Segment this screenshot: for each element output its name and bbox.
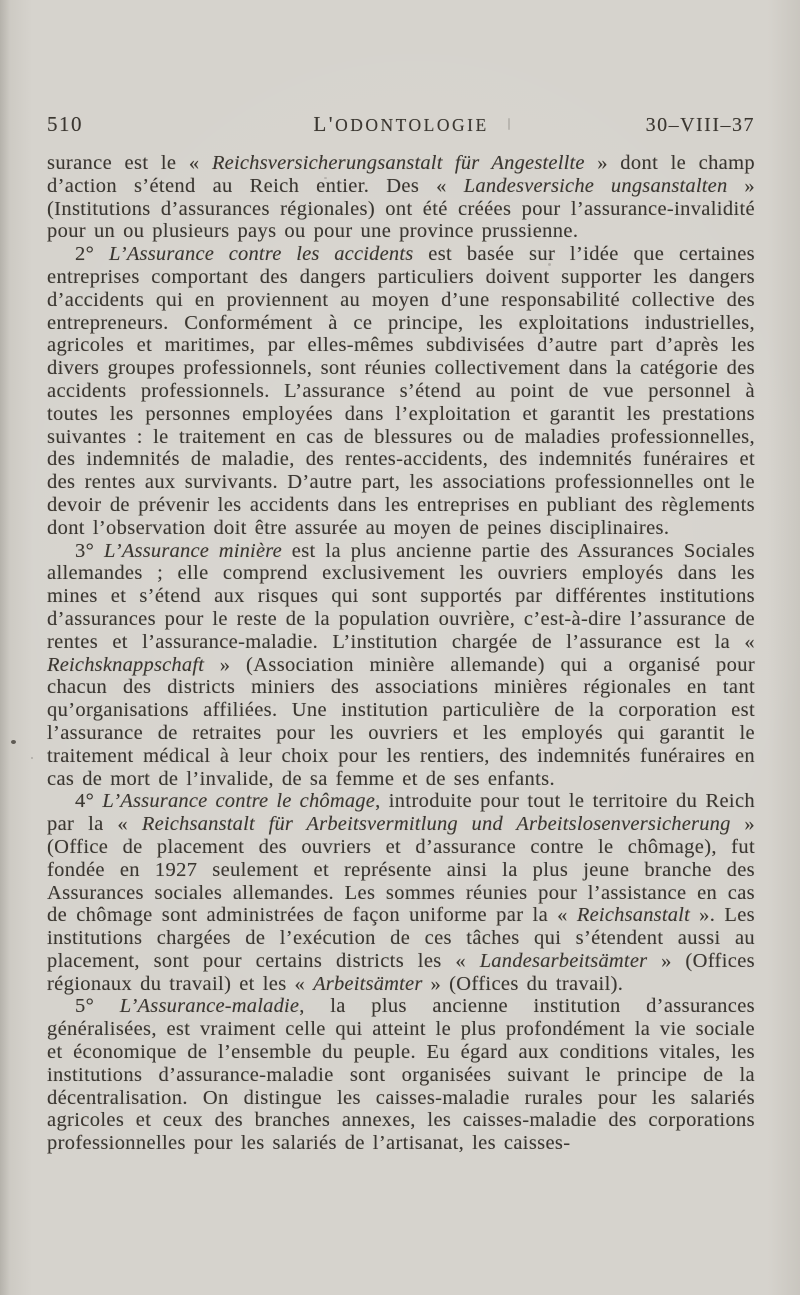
text-run: » (Association minière allemande) qui a organisé pour chacun des districts miniers des associations minières régionales en tant qu’organisations affiliées. Une institution particulière de la corporation est l’assurance de retraites pour les ouvriers et les employés qui garantit le traitement médical à leur choix pour les rentiers, des indemnités funéraires en cas de mort de l’invalide, de sa femme et de ses enfants. <box>47 653 755 790</box>
text-run: » dont le champ d’action s’étend au Reich entier. Des « <box>47 152 756 197</box>
italic-text-run: L’Assurance minière <box>103 539 282 562</box>
text-run: 5° <box>75 995 120 1018</box>
scan-speck <box>11 740 16 744</box>
page-number: 510 <box>47 112 83 136</box>
italic-text-run: Landesarbeitsämter <box>479 949 648 972</box>
text-run: » (Office de placement des ouvriers et d’assurance contre le chômage), fut fondée en 1927 seulement et représente ainsi la plus jeune branche des Assurances sociales allemandes. Les sommes réunies pour l’assistance en cas de chômage sont administrées de façon uniforme par la « <box>47 813 755 927</box>
text-run: , la plus ancienne institution d’assurances généralisées, est vraiment celle qui atteint le plus profondément la vie sociale et économique de l’ensemble du peuple. Eu égard aux conditions vitales, les institutions d’assurance-maladie sont organisées suivant le principe de la décentralisation. On distingue les caisses-maladie rurales pour les salariés agricoles et ceux des branches annexes, les caisses-maladie des corporations professionnelles pour les salariés de l’artisanat, les caisses- <box>47 995 755 1155</box>
text-run: 4° <box>75 790 103 813</box>
text-run: , introduite pour tout le territoire du Reich par la « <box>47 790 756 836</box>
text-run: » (Offices du travail). <box>422 972 624 995</box>
paragraph <box>47 995 755 1155</box>
text-run: est la plus ancienne partie des Assurances Sociales allemandes ; elle comprend exclusivement les ouvriers employés dans les mines et s’étend aux risques qui sont supportés par différentes institutions d’assurances pour le reste de la population ouvrière, c’est-à-dire l’assurance de rentes et l’assurance-maladie. L’institution chargée de l’assurance est la « <box>47 539 756 653</box>
italic-text-run: Reichsknappschaft <box>47 653 205 676</box>
text-run: surance est le « <box>47 152 212 174</box>
paragraph <box>47 243 755 539</box>
text-run: est basée sur l’idée que certaines entreprises comportant des dangers particuliers doivent supporter les dangers d’accidents qui en proviennent au moyen d’une responsabilité collective des entrepreneurs. Conformément à ce principe, les exploitations industrielles, agricoles et maritimes, par elles-mêmes subdivisées d’autre part d’après les divers groupes professionnels, sont réunies collectivement dans la catégorie des accidents professionnels. L’assurance s’étend au point de vue personnel à toutes les personnes employées dans l’exploitation et garantit les prestations suivantes : le traitement en cas de blessures ou de maladies professionnelles, des indemnités de maladie, des rentes-accidents, des indemnités funéraires et des rentes aux survivants. D’autre part, les associations professionnelles ont le devoir de prévenir les accidents dans les entreprises en publiant des règlements dont l’observation doit être assurée au moyen de peines disciplinaires. <box>47 243 755 539</box>
italic-text-run: L’Assurance-maladie <box>119 995 300 1018</box>
paragraph <box>47 540 755 791</box>
journal-title: L'ODONTOLOGIE <box>313 112 489 136</box>
scan-speck <box>31 757 33 759</box>
text-run: 3° <box>75 539 104 562</box>
italic-text-run: Arbeitsämter <box>313 972 423 995</box>
italic-text-run: Landesversiche ungsanstalten <box>463 174 728 197</box>
text-run: 2° <box>75 243 109 266</box>
italic-text-run: L’Assurance contre le chômage <box>102 790 376 813</box>
article-body <box>47 152 755 1155</box>
italic-text-run: L’Assurance contre les accidents <box>108 243 414 266</box>
paragraph <box>47 152 755 243</box>
text-run: ». Les institutions chargées de l’exécution de ces tâches qui s’étendent aussi au placement, sont pour certains districts les « <box>47 904 755 972</box>
text-run: » (Institutions d’assurances régionales) ont été créées pour l’assurance-invalidité pour un ou plusieurs pays ou pour une province prussienne. <box>47 174 756 243</box>
italic-text-run: Reichsversicherungsanstalt für Angestellte <box>211 152 585 174</box>
paragraph <box>47 790 755 995</box>
scan-edge-shadow <box>0 0 10 1295</box>
issue-date: 30–VIII–37 <box>645 114 755 136</box>
running-head <box>47 112 755 137</box>
italic-text-run: Reichsanstalt <box>576 904 690 927</box>
text-run: » (Offices régionaux du travail) et les « <box>47 949 755 995</box>
italic-text-run: Reichsanstalt für Arbeitsvermitlung und Arbeitslosenversicherung <box>141 813 731 836</box>
